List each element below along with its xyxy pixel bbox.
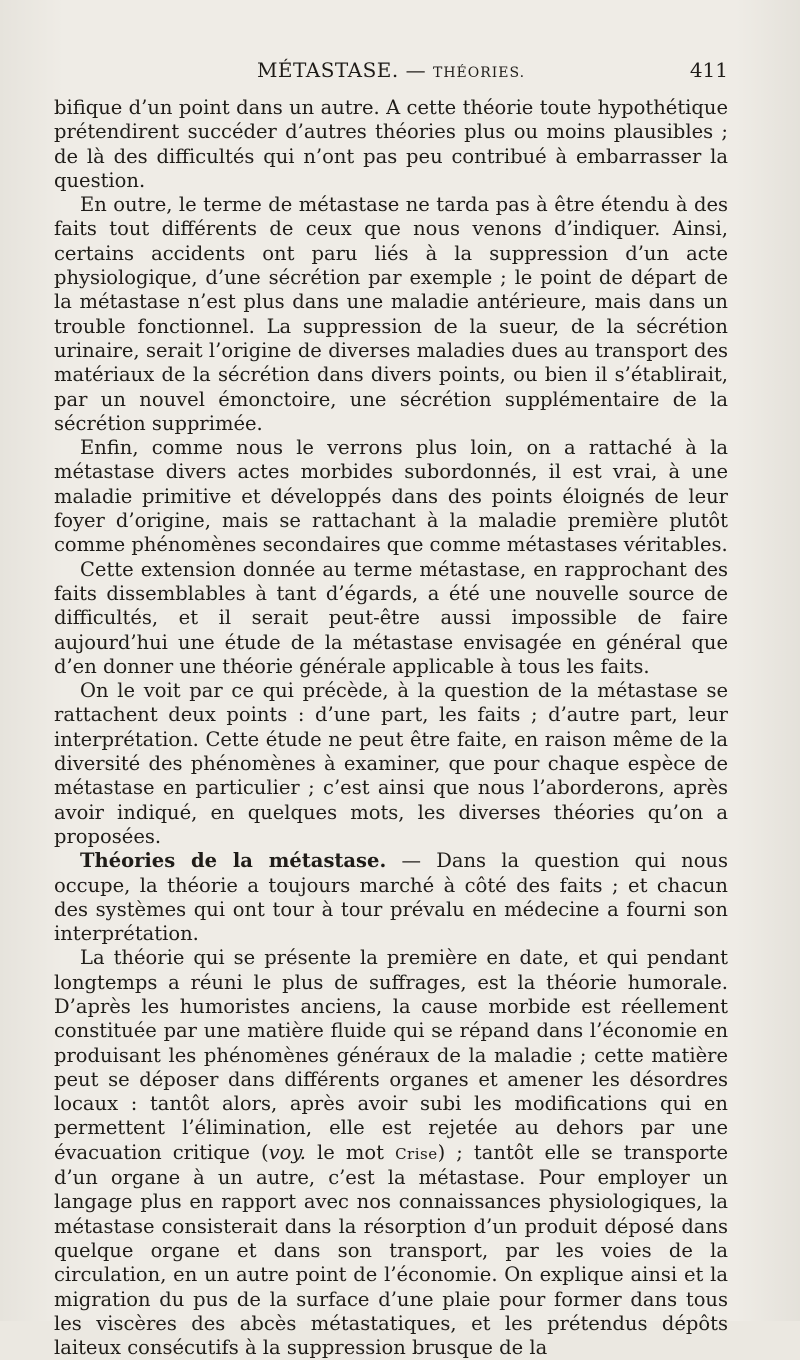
section-paragraph xyxy=(54,849,728,946)
running-head xyxy=(54,58,728,88)
page-number: 411 xyxy=(689,58,728,82)
paragraph-2: En outre, le terme de métastase ne tarda pas à être étendu à des faits tout différents de ceux que nous venons d’indiquer. Ainsi, certains accidents ont paru liés à la suppression d’un acte physiologique, d’une sécrétion par exemple ; le point de départ de la métastase n’est plus dans une maladie antérieure, mais dans un trouble fonctionnel. La suppression de la sueur, de la sécrétion urinaire, serait l’origine de diverses maladies dues au transport des matériaux de la sécrétion dans divers points, ou bien il s’établirait, par un nouvel émonctoire, une sécrétion supplémentaire de la sécrétion supprimée. xyxy=(54,193,728,435)
crise-reference: Crise xyxy=(395,1144,438,1163)
voy-abbreviation: voy. xyxy=(268,1140,306,1164)
paragraph-7-part2: le mot xyxy=(305,1140,396,1164)
paragraph-5: On le voit par ce qui précède, à la question de la métastase se rattachent deux points : d’une part, les faits ; d’autre part, leur interprétation. Cette étude ne peut être faite, en raison même de la diversité des phénomènes à examiner, que pour chaque espèce de métastase en particulier ; c’est ainsi que nous l’aborderons, après avoir indiqué, en quelques mots, les diverses théories qu’on a proposées. xyxy=(54,679,728,848)
section-text: — Dans la question qui nous occupe, la théorie a toujours marché à côté des faits ; et chacun des systèmes qui ont tour à tour prévalu en médecine a fourni son interprétation. xyxy=(54,849,728,946)
running-title xyxy=(54,58,728,82)
paragraph-7 xyxy=(54,946,728,1360)
paragraph-3: Enfin, comme nous le verrons plus loin, on a rattaché à la métastase divers actes morbides subordonnés, il est vrai, à une maladie primitive et développés dans des points éloignés de leur foyer d’origine, mais se rattachant à la maladie première plutôt comme phénomènes secondaires que comme métastases véritables. xyxy=(54,436,728,557)
paragraph-7-part1: La théorie qui se présente la première en date, et qui pendant longtemps a réuni le plus de suffrages, est la théorie humorale. D’après les humoristes anciens, la cause morbide est réellement constituée par une matière fluide qui se répand dans l’économie en produisant les phénomènes généraux de la maladie ; cette matière peut se déposer dans différents organes et amener les désordres locaux : tantôt alors, après avoir subi les modifications qui en permettent l’élimination, elle est rejetée au dehors par une évacuation critique ( xyxy=(54,946,728,1164)
running-title-sub: THÉORIES. xyxy=(432,65,526,81)
running-title-main: MÉTASTASE. — xyxy=(256,58,427,82)
section-heading: Théories de la métastase. xyxy=(80,849,387,873)
body-text xyxy=(54,96,728,1360)
paragraph-1: bifique d’un point dans un autre. A cette théorie toute hypothétique prétendirent succéder d’autres théories plus ou moins plausibles ; de là des difficultés qui n’ont pas peu contribué à embarrasser la question. xyxy=(54,96,728,192)
paragraph-4: Cette extension donnée au terme métastase, en rapprochant des faits dissemblables à tant d’égards, a été une nouvelle source de difficultés, et il serait peut-être aussi impossible de faire aujourd’hui une étude de la métastase envisagée en général que d’en donner une théorie générale applicable à tous les faits. xyxy=(54,557,728,678)
paragraph-7-part3: ) ; tantôt elle se transporte d’un organe à un autre, c’est la métastase. Pour employer un langage plus en rapport avec nos connaissances physiologiques, la métastase consisterait dans la résorption d’un produit déposé dans quelque organe et dans son transport, par les voies de la circulation, en un autre point de l’économie. On explique ainsi et la migration du pus de la surface d’une plaie pour former dans tous les viscères des abcès métastatiques, et les prétendus dépôts laiteux consécutifs à la suppression brusque de la xyxy=(54,1140,728,1360)
